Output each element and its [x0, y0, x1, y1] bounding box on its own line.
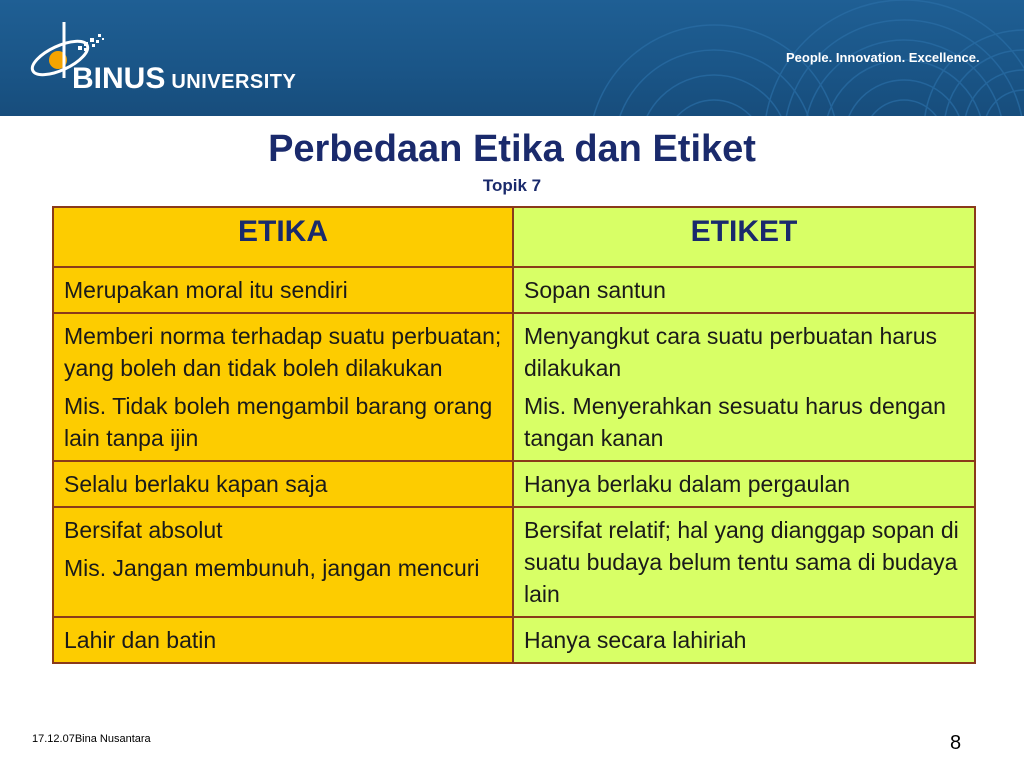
cell-etiket [513, 313, 975, 461]
table-row [53, 617, 975, 663]
table-row [53, 313, 975, 461]
cell-text: Menyangkut cara suatu perbuatan harus dilakukan [524, 323, 937, 381]
cell-etika [53, 461, 513, 507]
cell-etiket [513, 617, 975, 663]
cell-etika [53, 313, 513, 461]
table-row [53, 507, 975, 617]
cell-etiket [513, 461, 975, 507]
header-etiket: ETIKET [513, 207, 975, 267]
cell-text: Merupakan moral itu sendiri [64, 277, 348, 303]
cell-etika [53, 507, 513, 617]
header-banner [0, 0, 1024, 116]
cell-example: Mis. Jangan membunuh, jangan mencuri [64, 555, 480, 581]
cell-text: Selalu berlaku kapan saja [64, 471, 328, 497]
cell-etika [53, 267, 513, 313]
cell-text: Memberi norma terhadap suatu perbuatan; yang boleh dan tidak boleh dilakukan [64, 323, 502, 381]
cell-text: Bersifat absolut [64, 517, 223, 543]
table-row [53, 267, 975, 313]
cell-text: Lahir dan batin [64, 627, 217, 653]
cell-example: Mis. Tidak boleh mengambil barang orang lain tanpa ijin [64, 393, 493, 451]
table-row [53, 461, 975, 507]
cell-text: Hanya secara lahiriah [524, 627, 747, 653]
table-header-row [53, 207, 975, 267]
cell-etiket [513, 507, 975, 617]
page-number: 8 [950, 732, 962, 754]
tagline: People. Innovation. Excellence. [786, 50, 980, 65]
comparison-table [52, 206, 976, 664]
cell-etiket [513, 267, 975, 313]
cell-etika [53, 617, 513, 663]
footer-source: 17.12.07Bina Nusantara [32, 733, 151, 745]
cell-example: Mis. Menyerahkan sesuatu harus dengan tangan kanan [524, 393, 946, 451]
slide-title: Perbedaan Etika dan Etiket [268, 128, 756, 170]
cell-text: Bersifat relatif; hal yang dianggap sopan di suatu budaya belum tentu sama di budaya lain [524, 517, 959, 607]
logo-wordmark: BINUS UNIVERSITY [72, 62, 297, 95]
slide-subtitle: Topik 7 [482, 176, 542, 195]
header-etika: ETIKA [53, 207, 513, 267]
cell-text: Hanya berlaku dalam pergaulan [524, 471, 851, 497]
cell-text: Sopan santun [524, 277, 666, 303]
